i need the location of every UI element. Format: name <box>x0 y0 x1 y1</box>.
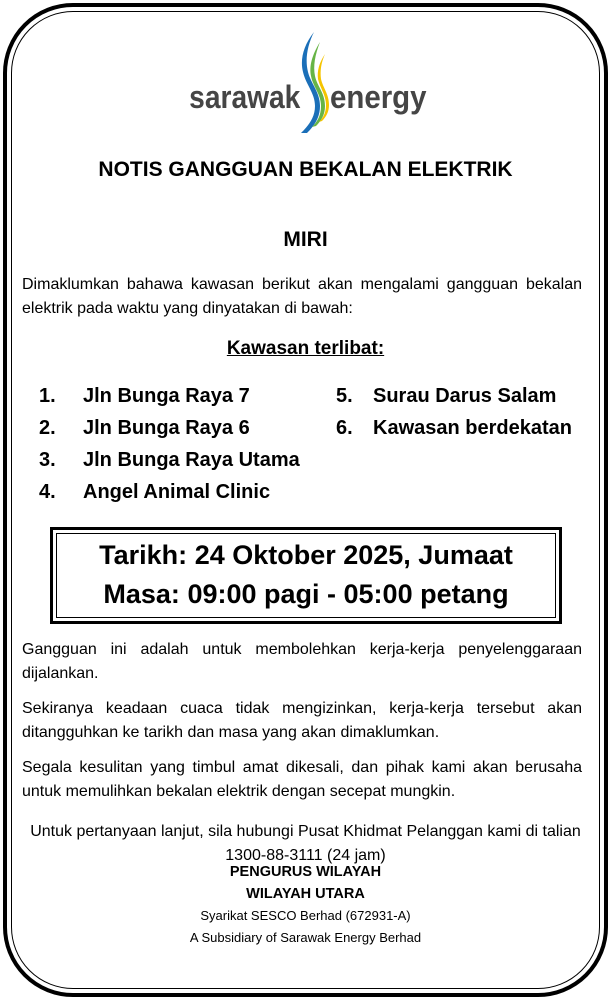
area-name: Surau Darus Salam <box>373 385 557 407</box>
logo-word-sarawak: sarawak <box>188 79 300 115</box>
issuer-block <box>0 861 611 949</box>
schedule-box <box>50 527 562 624</box>
affected-areas-heading: Kawasan terlibat: <box>226 338 385 359</box>
sarawak-energy-logo <box>0 0 611 140</box>
area-name: Kawasan berdekatan <box>373 417 572 439</box>
area-list-item <box>39 412 300 444</box>
contact-text: Untuk pertanyaan lanjut, sila hubungi Pusat Khidmat Pelanggan kami di talian <box>30 823 581 840</box>
area-number: 6. <box>336 417 353 439</box>
area-list-item <box>336 380 572 412</box>
area-name: Angel Animal Clinic <box>83 481 271 503</box>
area-number: 5. <box>336 385 353 407</box>
date-label: Tarikh: <box>99 540 188 570</box>
schedule-time-line <box>53 575 559 614</box>
area-number: 3. <box>39 449 56 471</box>
area-number: 1. <box>39 385 56 407</box>
area-list-item <box>39 444 300 476</box>
area-list-item <box>336 412 572 444</box>
time-value: 09:00 pagi - 05:00 petang <box>187 579 509 609</box>
apology-paragraph: Segala kesulitan yang timbul amat dikesali, dan pihak kami akan berusaha untuk memulihkan bekalan elektrik dengan secepat mungkin. <box>22 759 582 800</box>
area-list-item <box>39 380 300 412</box>
issuer-company: Syarikat SESCO Berhad (672931-A) <box>200 908 411 923</box>
logo-word-energy: energy <box>330 79 427 115</box>
area-number: 4. <box>39 481 56 503</box>
time-label: Masa: <box>103 579 180 609</box>
area-number: 2. <box>39 417 56 439</box>
area-name: Jln Bunga Raya 6 <box>83 417 250 439</box>
area-name: Jln Bunga Raya Utama <box>83 449 300 471</box>
schedule-date-line <box>53 536 559 575</box>
affected-areas-column-left <box>39 380 300 508</box>
intro-paragraph: Dimaklumkan bahawa kawasan berikut akan mengalami gangguan bekalan elektrik pada waktu yang dinyatakan di bawah: <box>22 276 582 317</box>
schedule-details <box>53 536 559 614</box>
affected-areas-column-right <box>336 380 572 444</box>
contact-hours: (24 jam) <box>327 847 386 864</box>
issuer-title: PENGURUS WILAYAH <box>229 864 382 880</box>
area-name: Jln Bunga Raya 7 <box>83 385 250 407</box>
maintenance-paragraph: Gangguan ini adalah untuk membolehkan kerja-kerja penyelenggaraan dijalankan. <box>22 641 582 682</box>
date-value: 24 Oktober 2025, Jumaat <box>194 540 513 570</box>
weather-paragraph: Sekiranya keadaan cuaca tidak mengizinkan, kerja-kerja tersebut akan ditangguhkan ke tarikh dan masa yang akan dimaklumkan. <box>22 700 582 741</box>
notice-title: NOTIS GANGGUAN BEKALAN ELEKTRIK <box>98 158 513 181</box>
issuer-region: WILAYAH UTARA <box>246 886 365 902</box>
notice-location: MIRI <box>283 228 328 251</box>
issuer-parent-company: A Subsidiary of Sarawak Energy Berhad <box>189 930 422 945</box>
contact-phone: 1300-88-3111 <box>225 847 323 864</box>
area-list-item <box>39 476 300 508</box>
